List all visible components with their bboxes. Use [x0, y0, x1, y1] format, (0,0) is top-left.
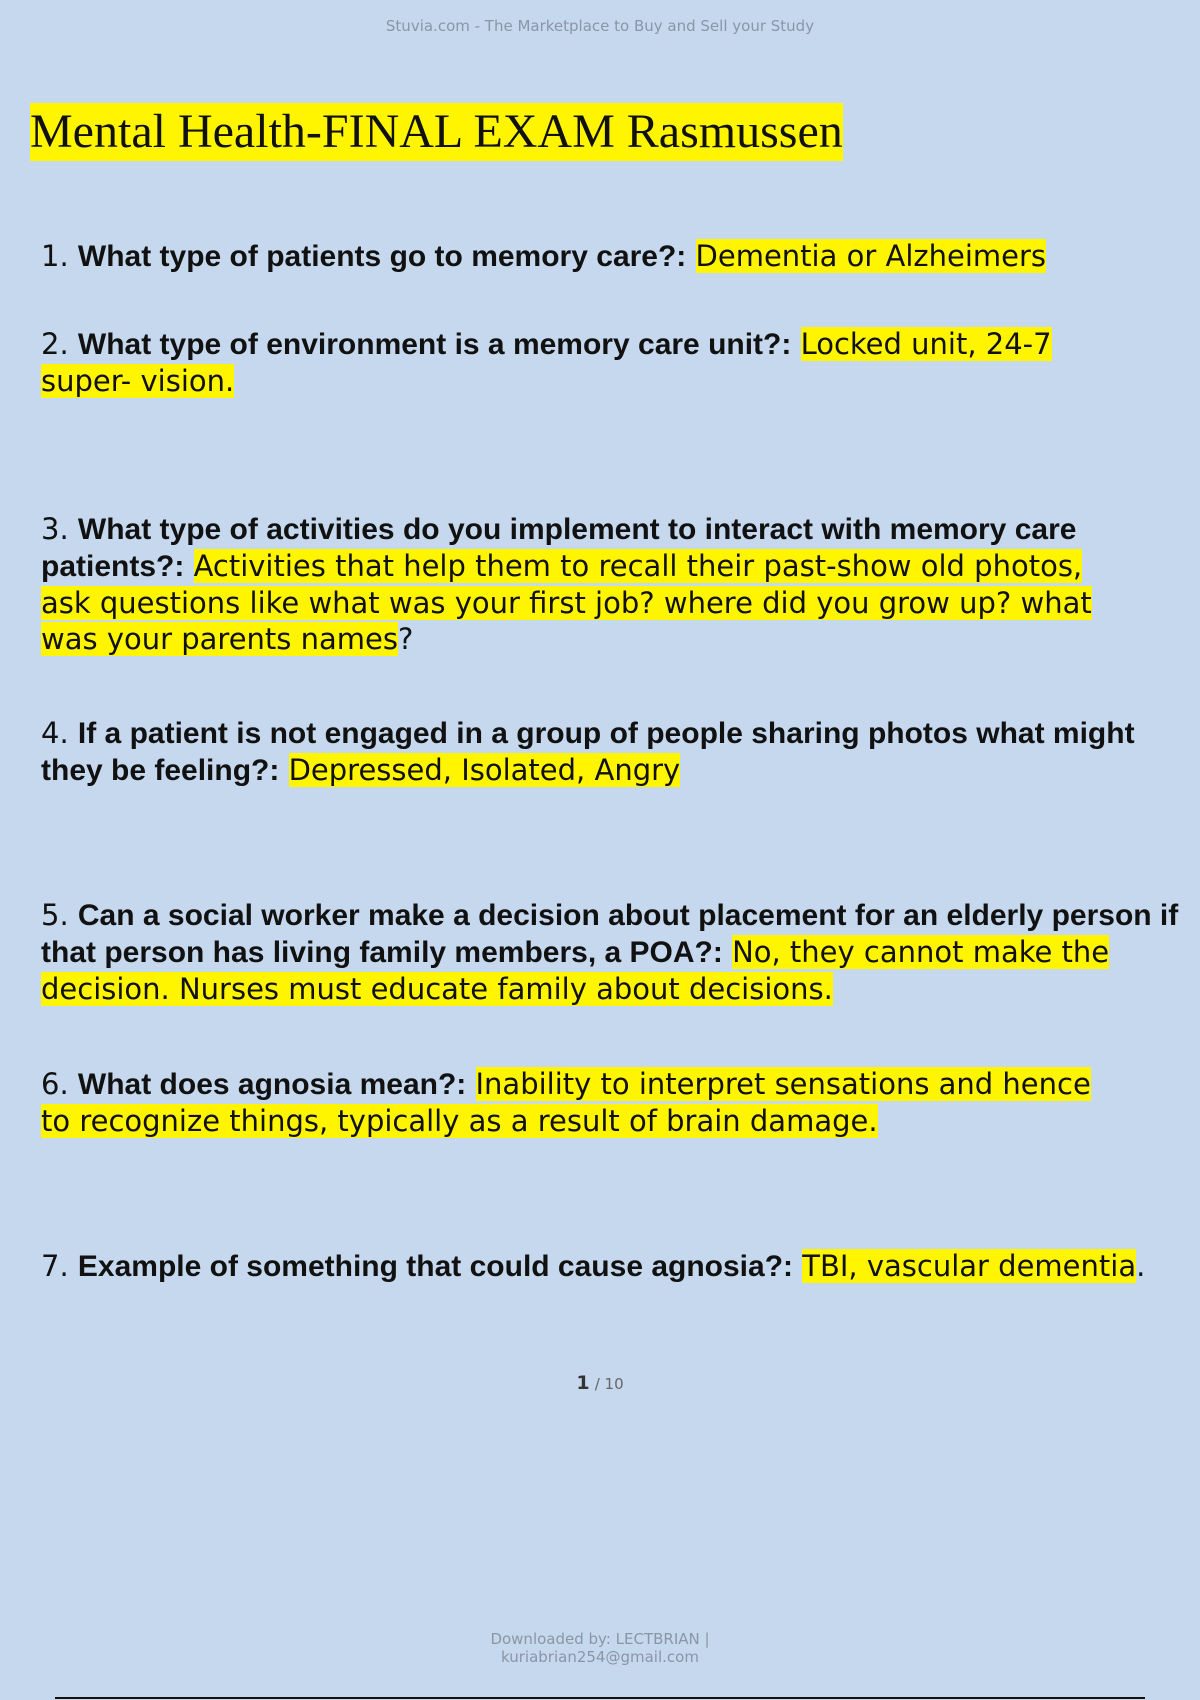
- download-footer: [0, 1630, 1200, 1666]
- current-page: 1: [576, 1372, 590, 1394]
- question-number: 3.: [41, 512, 69, 546]
- question-number: 2.: [41, 327, 69, 361]
- answer-text: TBI, vascular dementia: [802, 1249, 1137, 1283]
- answer-text: Locked unit, 24-7 super- vision.: [41, 327, 1052, 398]
- total-pages: / 10: [594, 1375, 624, 1393]
- question-number: 6.: [41, 1067, 69, 1101]
- footer-downloaded-by: Downloaded by: LECTBRIAN |: [490, 1630, 710, 1648]
- document-title: Mental Health-FINAL EXAM Rasmussen: [30, 103, 843, 161]
- answer-text: Dementia or Alzheimers: [695, 239, 1046, 273]
- question-1: [41, 238, 1191, 275]
- question-number: 4.: [41, 716, 69, 750]
- question-text: What type of patients go to memory care?:: [77, 240, 687, 273]
- answer-trailing: .: [1136, 1249, 1146, 1283]
- question-number: 5.: [41, 898, 69, 932]
- question-text: If a patient is not engaged in a group of people sharing photos what might they be feeling?:: [41, 717, 1135, 787]
- footer-email: kuriabrian254@gmail.com: [501, 1648, 699, 1666]
- answer-trailing: ?: [397, 622, 414, 656]
- stuvia-watermark: Stuvia.com - The Marketplace to Buy and Sell your Study: [385, 17, 815, 35]
- question-text: Can a social worker make a decision about placement for an elderly person if that person has living family members, a POA?:: [41, 899, 1179, 969]
- answer-text: No, they cannot make the decision. Nurses must educate family about decisions.: [41, 935, 1110, 1006]
- question-3: [41, 511, 1121, 657]
- question-5: [41, 897, 1191, 1007]
- question-4: [41, 715, 1151, 789]
- answer-text: Activities that help them to recall their past-show old photos, ask questions like what was your first job? where did you grow up? what was your parents names: [41, 549, 1092, 656]
- question-number: 1.: [41, 239, 69, 273]
- page-divider: [55, 1697, 1145, 1699]
- question-2: [41, 326, 1081, 399]
- question-text: What type of environment is a memory care unit?:: [77, 328, 792, 361]
- question-text: What type of activities do you implement to interact with memory care patients?:: [41, 513, 1077, 583]
- question-6: [41, 1066, 1111, 1139]
- question-text: Example of something that could cause agnosia?:: [77, 1250, 794, 1283]
- answer-text: Inability to interpret sensations and hence to recognize things, typically as a result of brain damage.: [41, 1067, 1091, 1138]
- question-text: What does agnosia mean?:: [77, 1068, 467, 1101]
- answer-text: Depressed, Isolated, Angry: [288, 753, 681, 787]
- question-7: [41, 1248, 1200, 1285]
- page-indicator: [0, 1372, 1200, 1394]
- question-number: 7.: [41, 1249, 69, 1283]
